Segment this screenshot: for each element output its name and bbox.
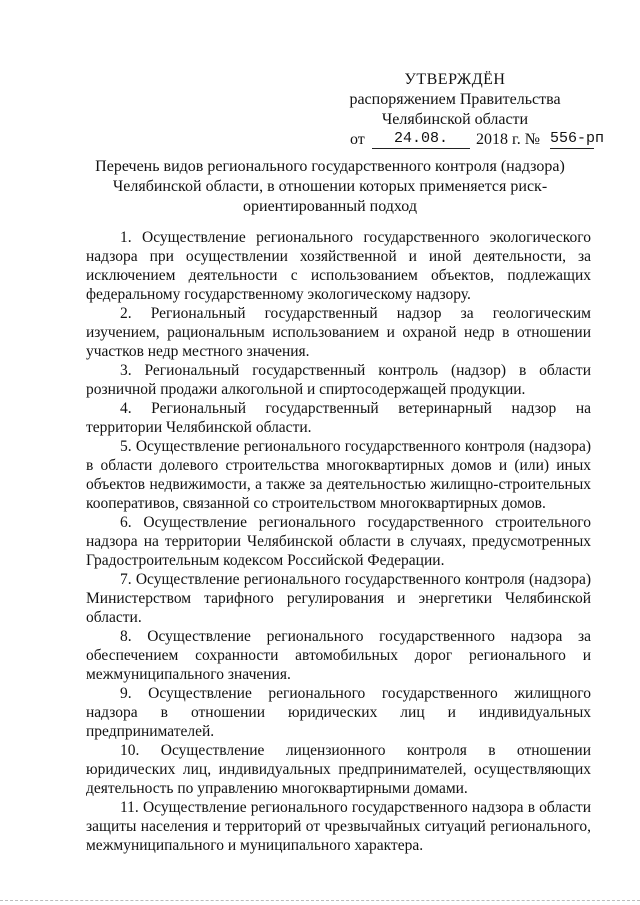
list-item: 1. Осуществление регионального государственного экологического надзора при осуществлении хозяйственной и иной деятельности, за исключением деятельности с использованием объектов, подлежащих федеральному государственному экологическому надзору. — [86, 229, 591, 303]
items-list — [86, 228, 591, 855]
list-item: 8. Осуществление регионального государственного надзора за обеспечением сохранности автомобильных дорог регионального и межмуниципального значения. — [86, 628, 591, 683]
order-number: 556-рп — [550, 130, 605, 147]
approval-title: УТВЕРЖДЁН — [404, 71, 506, 88]
heading-line-2: Челябинской области, в отношении которых применяется риск- — [112, 178, 548, 195]
page-bottom-divider — [0, 900, 640, 902]
list-item: 6. Осуществление регионального государственного строительного надзора на территории Челябинской области в случаях, предусмотренных Градостроительным кодексом Российской Федерации. — [86, 514, 591, 569]
approval-block — [300, 70, 610, 150]
list-item: 5. Осуществление регионального государственного контроля (надзора) в области долевого строительства многоквартирных домов и (или) иных объектов недвижимости, а также за деятельностью жилищно-строительных кооперативов, связанной со строительством многоквартирных домов. — [86, 438, 591, 512]
heading-line-3: ориентированный подход — [243, 198, 417, 215]
list-item: 7. Осуществление регионального государственного контроля (надзора) Министерством тарифного регулирования и энергетики Челябинской области. — [86, 571, 591, 626]
order-year-label: 2018 г. № — [476, 131, 541, 148]
order-date: 24.08. — [372, 130, 470, 149]
list-item: 11. Осуществление регионального государственного надзора в области защиты населения и территорий от чрезвычайных ситуаций регионального, межмуниципального и муниципального характера. — [86, 799, 591, 854]
order-from-label: от — [350, 131, 365, 148]
approval-line-2: Челябинской области — [381, 111, 529, 128]
list-item: 4. Региональный государственный ветеринарный надзор на территории Челябинской области. — [86, 400, 591, 436]
list-item: 3. Региональный государственный контроль (надзор) в области розничной продажи алкогольной и спиртосодержащей продукции. — [86, 362, 591, 398]
list-item: 2. Региональный государственный надзор за геологическим изучением, рациональным использованием и охраной недр в отношении участков недр местного значения. — [86, 305, 591, 360]
heading-line-1: Перечень видов регионального государственного контроля (надзора) — [95, 158, 565, 175]
document-heading — [90, 157, 570, 217]
order-line — [300, 130, 610, 150]
list-item: 10. Осуществление лицензионного контроля в отношении юридических лиц, индивидуальных предпринимателей, осуществляющих деятельность по управлению многоквартирными домами. — [86, 742, 591, 797]
approval-line-1: распоряжением Правительства — [349, 91, 561, 108]
list-item: 9. Осуществление регионального государственного жилищного надзора в отношении юридических лиц и индивидуальных предпринимателей. — [86, 685, 591, 740]
